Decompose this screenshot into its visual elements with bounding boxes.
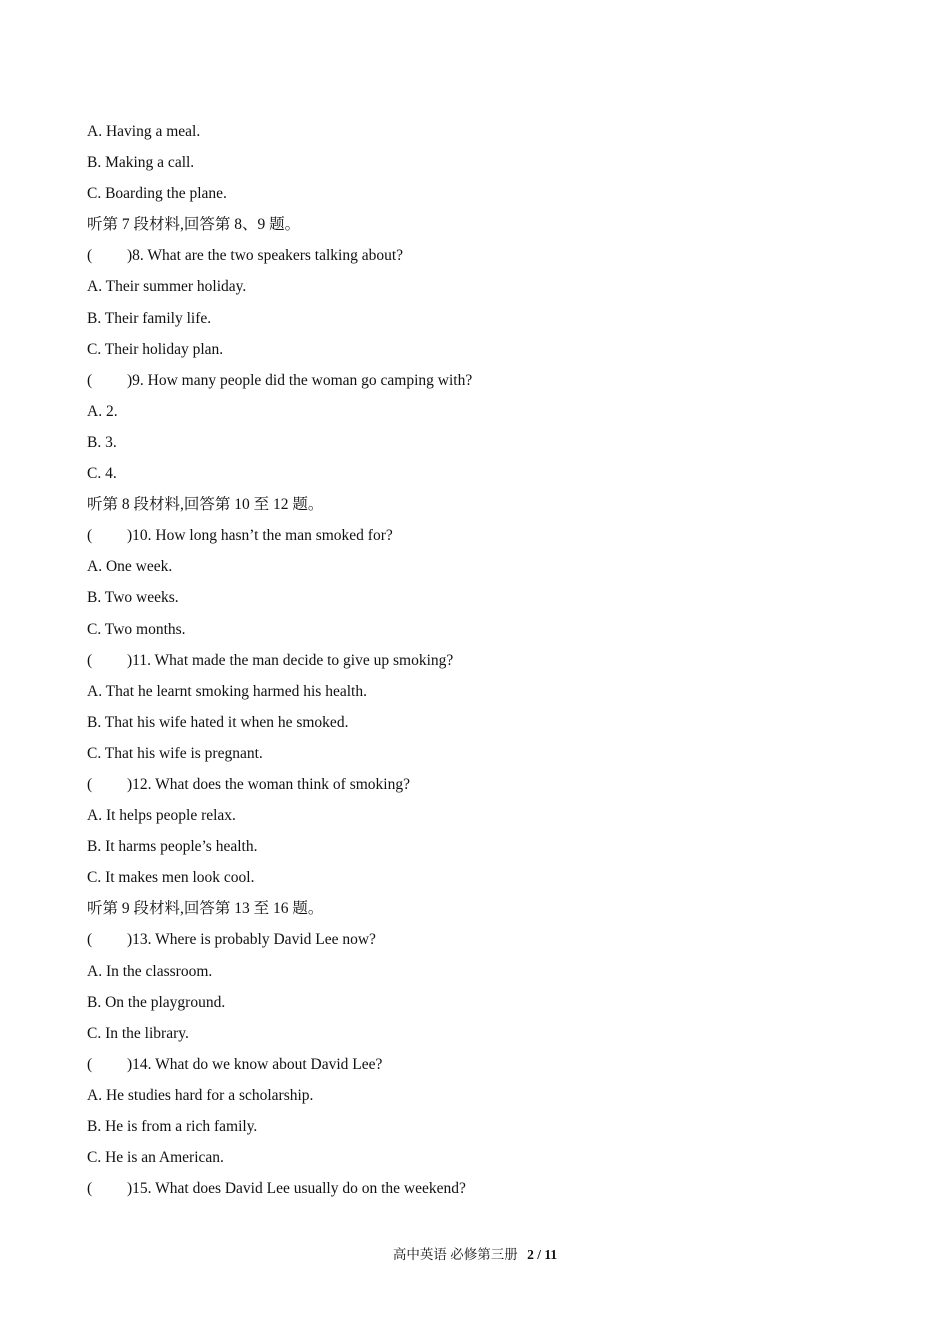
question-line [87, 645, 867, 676]
section-instruction: 听第 9 段材料,回答第 13 至 16 题。 [87, 900, 324, 918]
answer-option: C. 4. [87, 465, 117, 483]
answer-blank: ( [87, 1055, 93, 1073]
question-text: )8. What are the two speakers talking about? [127, 247, 404, 265]
section-instruction: 听第 7 段材料,回答第 8、9 题。 [87, 216, 301, 234]
answer-option: C. Their holiday plan. [87, 340, 224, 358]
question-text: )12. What does the woman think of smoking? [127, 775, 410, 793]
answer-option: C. That his wife is pregnant. [87, 744, 263, 762]
answer-option: B. On the playground. [87, 993, 226, 1011]
answer-option: C. In the library. [87, 1024, 189, 1042]
question-line [87, 365, 867, 396]
page-number: 2 / 11 [527, 1247, 558, 1262]
question-text: )9. How many people did the woman go camping with? [127, 371, 473, 389]
answer-option: A. 2. [87, 402, 118, 420]
answer-blank: ( [87, 775, 93, 793]
answer-option: C. Boarding the plane. [87, 185, 227, 203]
answer-option: A. That he learnt smoking harmed his health. [87, 682, 367, 700]
answer-option: B. Making a call. [87, 154, 195, 172]
answer-option: C. Two months. [87, 620, 186, 638]
page-footer [0, 1243, 950, 1267]
question-line [87, 240, 867, 271]
question-line [87, 924, 867, 955]
answer-option: A. It helps people relax. [87, 807, 236, 825]
document-body [87, 116, 867, 1204]
answer-option: A. He studies hard for a scholarship. [87, 1086, 314, 1104]
question-text: )14. What do we know about David Lee? [127, 1055, 383, 1073]
answer-option: B. 3. [87, 433, 117, 451]
answer-option: B. That his wife hated it when he smoked. [87, 713, 349, 731]
answer-option: B. He is from a rich family. [87, 1118, 258, 1135]
answer-blank: ( [87, 527, 93, 545]
question-text: )10. How long hasn’t the man smoked for? [127, 527, 393, 545]
answer-blank: ( [87, 247, 93, 265]
answer-option: B. It harms people’s health. [87, 838, 258, 856]
question-line [87, 1173, 867, 1204]
answer-option: A. Their summer holiday. [87, 278, 247, 296]
answer-option: A. In the classroom. [87, 962, 213, 980]
question-text: )11. What made the man decide to give up smoking? [127, 651, 454, 669]
question-text: )13. Where is probably David Lee now? [127, 931, 376, 949]
answer-option: C. It makes men look cool. [87, 869, 255, 887]
question-line [87, 520, 867, 551]
answer-option: A. One week. [87, 558, 173, 576]
answer-option: B. Their family life. [87, 309, 212, 327]
answer-option: C. He is an American. [87, 1149, 224, 1167]
answer-blank: ( [87, 371, 93, 389]
answer-blank: ( [87, 1180, 93, 1198]
answer-option: A. Having a meal. [87, 123, 201, 140]
question-line [87, 1049, 867, 1080]
answer-blank: ( [87, 651, 93, 669]
section-instruction: 听第 8 段材料,回答第 10 至 12 题。 [87, 496, 324, 514]
question-text: )15. What does David Lee usually do on the weekend? [127, 1180, 466, 1198]
footer-title: 高中英语 必修第三册 [392, 1247, 518, 1262]
answer-option: B. Two weeks. [87, 589, 179, 607]
question-line [87, 769, 867, 800]
answer-blank: ( [87, 931, 93, 949]
